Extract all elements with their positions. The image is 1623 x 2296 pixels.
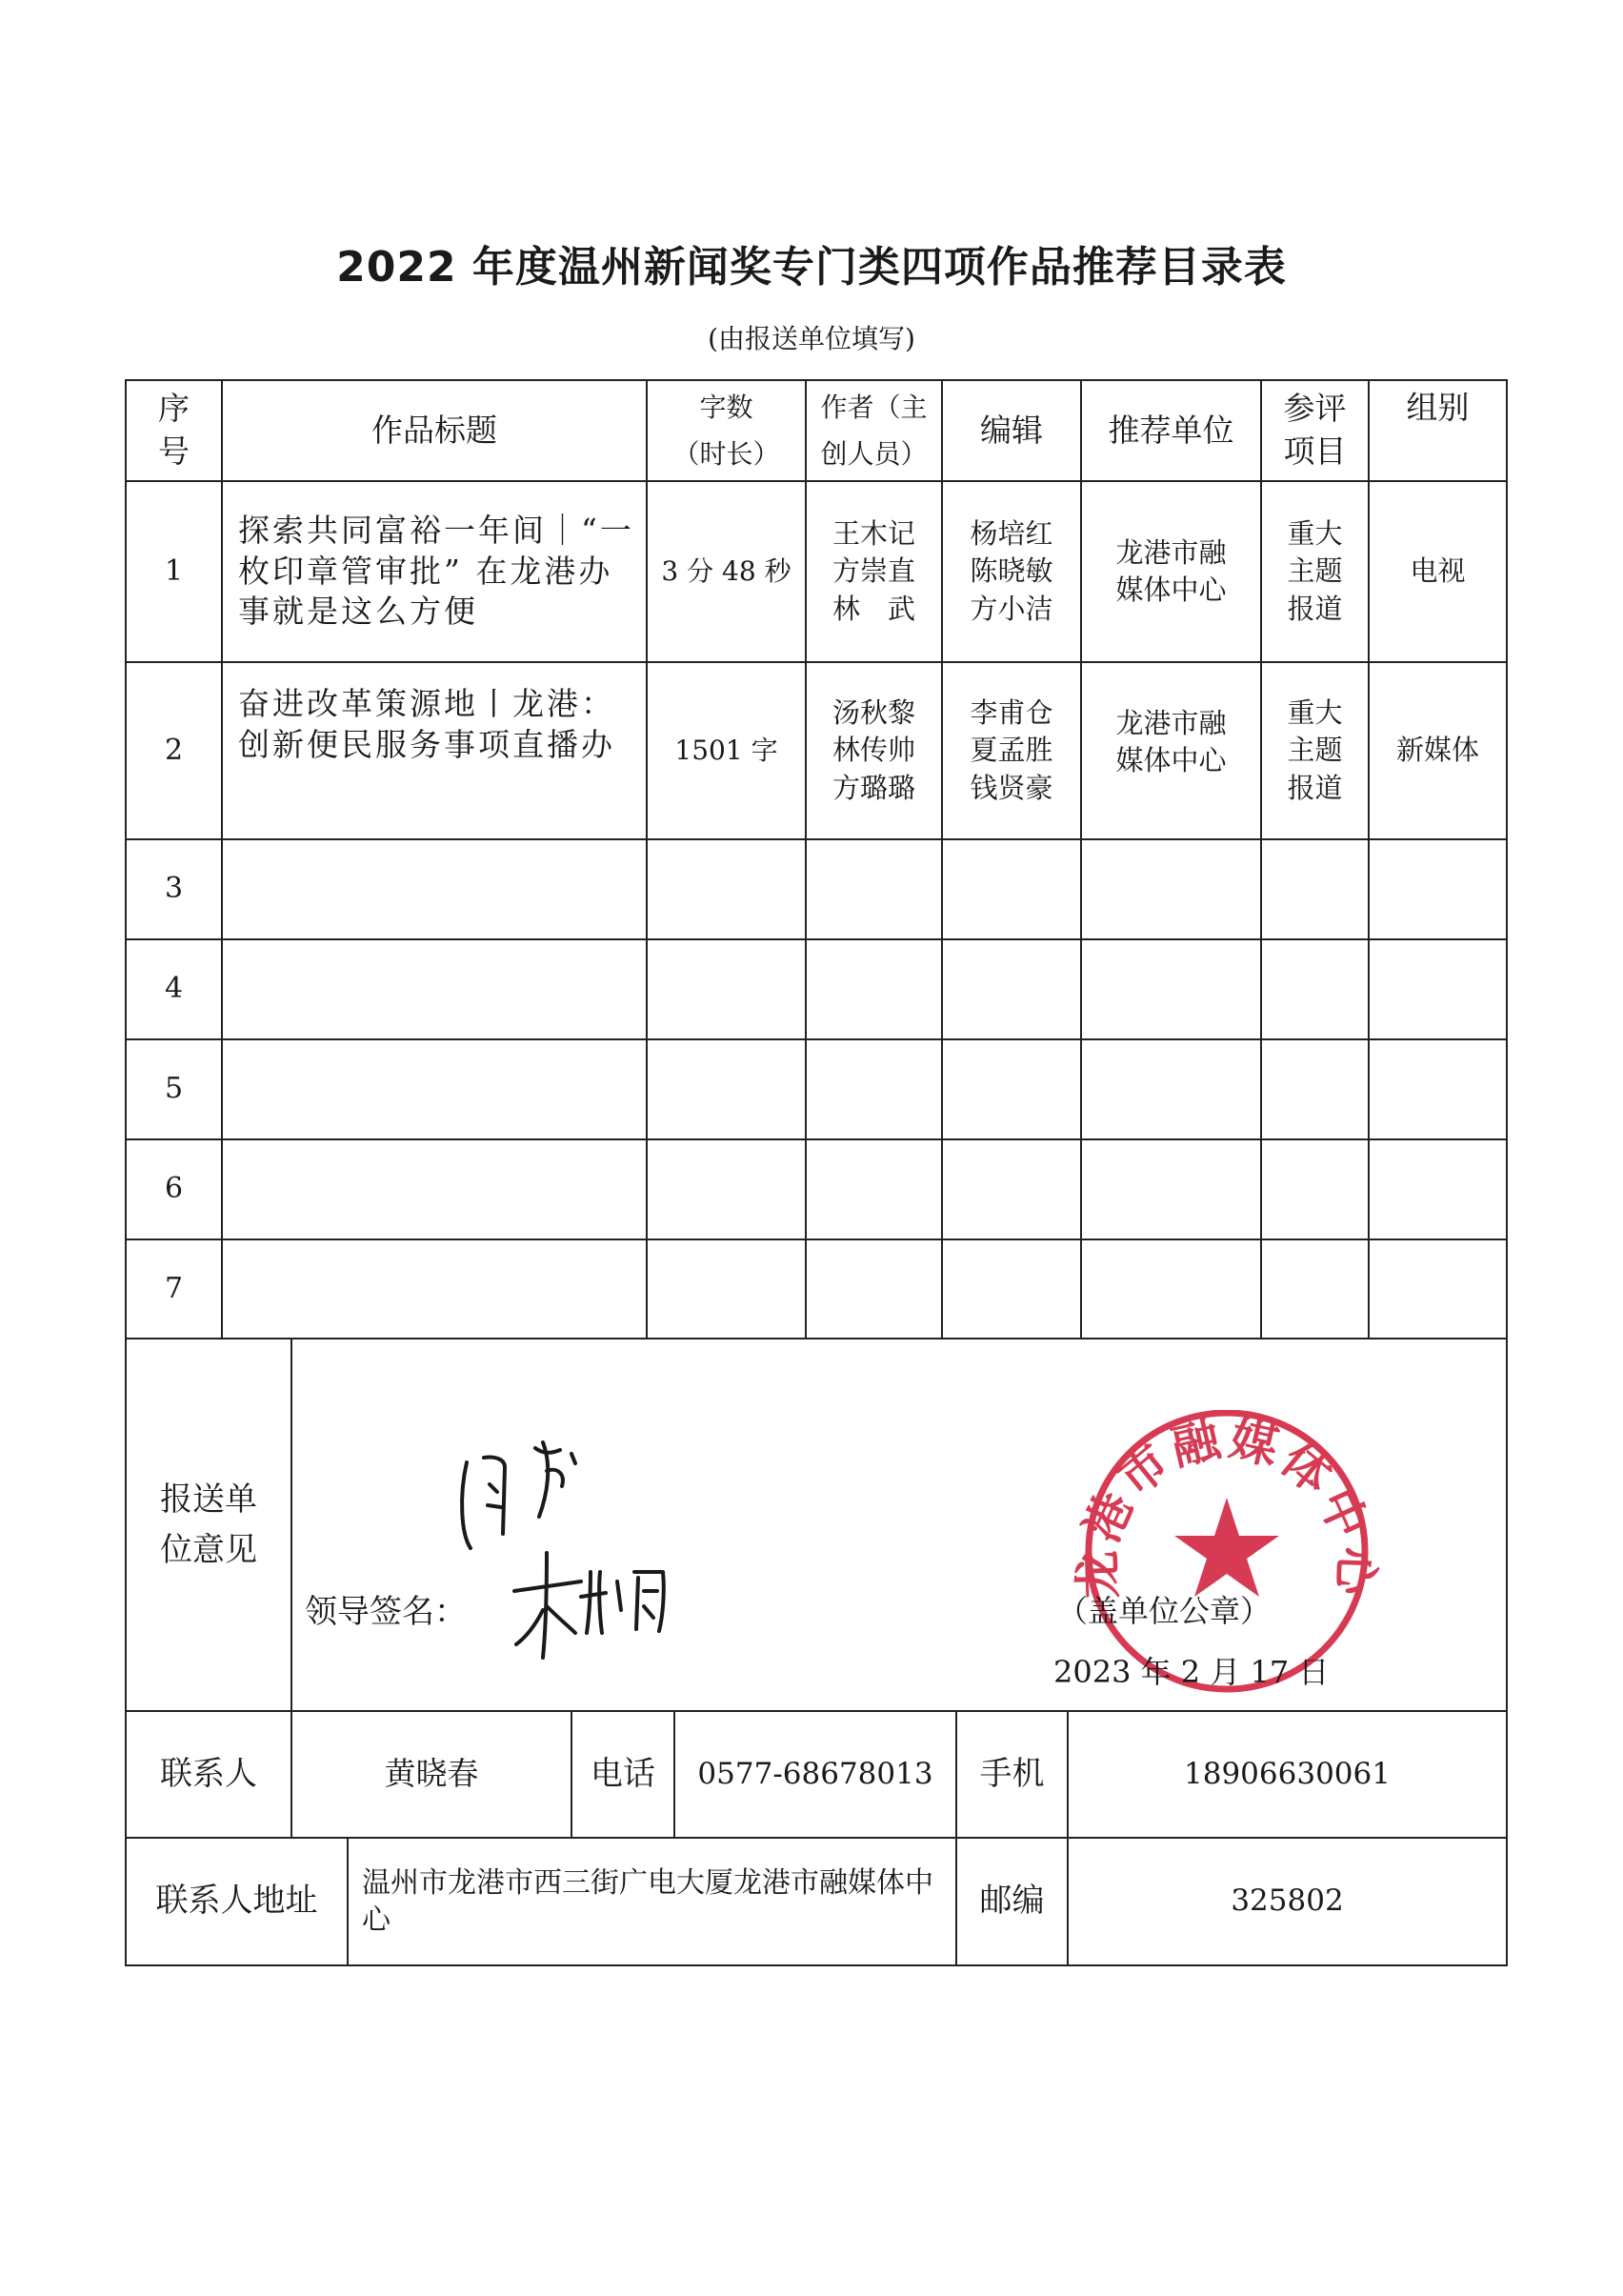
contact-person-label: 联系人 <box>160 1754 257 1793</box>
phone-label: 电话 <box>591 1754 655 1793</box>
table-row-2-group: 新媒体 <box>1395 734 1479 767</box>
header-unit: 推荐单位 <box>1108 411 1234 449</box>
header-length: 字数 （时长） <box>672 392 780 470</box>
header-author: 作者（主 创人员） <box>820 392 928 470</box>
header-group: 组别 <box>1406 389 1470 426</box>
table-row-1-length: 3 分 48 秒 <box>661 555 791 588</box>
leader-signature <box>448 1429 733 1715</box>
opinion-date: 2023 年 2 月 17 日 <box>1053 1654 1330 1690</box>
mobile-value: 18906630061 <box>1184 1756 1391 1791</box>
contact-person: 黄晓春 <box>384 1755 479 1793</box>
header-editor: 编辑 <box>980 411 1043 449</box>
table-row-6-seq: 6 <box>164 1172 184 1206</box>
table-row-2-editors: 李甫仓 夏孟胜 钱贤豪 <box>970 696 1053 804</box>
table-row-1-editors: 杨培红 陈晓敏 方小洁 <box>970 517 1053 625</box>
table-row-1-unit: 龙港市融 媒体中心 <box>1115 535 1227 606</box>
header-seq: 序 号 <box>158 390 190 470</box>
phone-value: 0577-68678013 <box>697 1756 933 1791</box>
seal-text: 龙港市融媒体中心 <box>1070 1410 1384 1600</box>
page-subtitle: (由报送单位填写) <box>708 323 915 354</box>
address-label: 联系人地址 <box>155 1882 318 1921</box>
header-project: 参评 项目 <box>1283 390 1347 470</box>
header-work-title: 作品标题 <box>371 411 497 449</box>
opinion-label: 报送单 位意见 <box>160 1480 257 1569</box>
page-title: 2022 年度温州新闻奖专门类四项作品推荐目录表 <box>336 243 1287 292</box>
table-row-2-unit: 龙港市融 媒体中心 <box>1115 707 1227 777</box>
table-row-7-seq: 7 <box>164 1271 184 1305</box>
table-row-2-seq: 2 <box>164 733 184 767</box>
table-row-1-group: 电视 <box>1410 554 1466 588</box>
table-row-4-seq: 4 <box>164 972 184 1006</box>
table-row-2-project: 重大 主题 报道 <box>1287 696 1343 804</box>
table-row-5-seq: 5 <box>164 1072 184 1106</box>
seal-note: （盖单位公章） <box>1057 1593 1272 1629</box>
table-row-2-authors: 汤秋黎 林传帅 方璐璐 <box>832 696 915 804</box>
mobile-label: 手机 <box>979 1754 1045 1793</box>
postcode-value: 325802 <box>1231 1883 1344 1919</box>
leader-sign-label: 领导签名： <box>305 1593 467 1631</box>
table-row-1-title: 探索共同富裕一年间｜“一枚印章管审批” 在龙港办事就是这么方便 <box>238 511 634 631</box>
table-row-2-length: 1501 字 <box>674 735 778 767</box>
table-row-2-title: 奋进改革策源地丨龙港：创新便民服务事项直播办 <box>238 685 615 763</box>
table-row-1-authors: 王木记 方崇直 林 武 <box>832 517 915 625</box>
table-row-1-seq: 1 <box>164 554 184 588</box>
address-value: 温州市龙港市西三街广电大厦龙港市融媒体中心 <box>362 1866 933 1937</box>
postcode-label: 邮编 <box>979 1882 1045 1921</box>
table-row-3-seq: 3 <box>164 872 184 906</box>
table-row-1-project: 重大 主题 报道 <box>1287 517 1343 625</box>
